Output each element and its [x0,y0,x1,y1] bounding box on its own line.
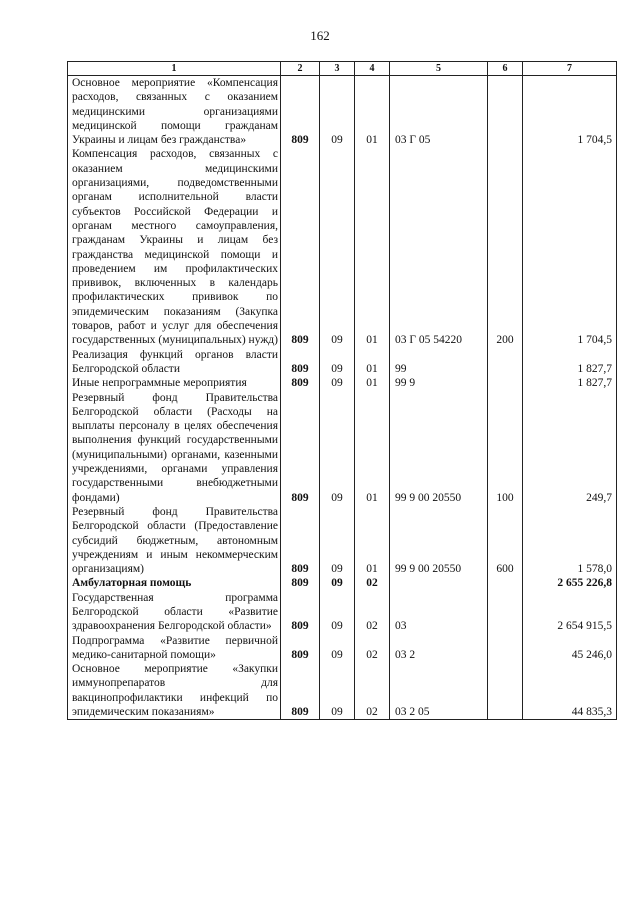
row-expense-type [488,576,523,590]
row-target-article: 03 Г 05 [390,76,488,148]
row-section: 09 [320,376,355,390]
row-section: 09 [320,505,355,576]
row-section: 09 [320,348,355,377]
row-target-article: 99 [390,348,488,377]
row-ministry-code: 809 [281,376,320,390]
row-subsection: 01 [355,505,390,576]
header-col-3: 3 [320,62,355,76]
row-amount: 1 578,0 [523,505,617,576]
row-expense-type [488,634,523,663]
row-amount: 45 246,0 [523,634,617,663]
header-col-7: 7 [523,62,617,76]
header-col-2: 2 [281,62,320,76]
row-expense-type [488,376,523,390]
row-section: 09 [320,391,355,505]
table-row [68,634,617,663]
row-name: Основное мероприятие «Закупки иммунопрепаратов для вакцинопрофилактики инфекций по эпидемическим показаниям» [68,662,281,720]
row-ministry-code: 809 [281,634,320,663]
row-name: Подпрограмма «Развитие первичной медико-санитарной помощи» [68,634,281,663]
row-target-article: 03 2 [390,634,488,663]
row-amount: 2 654 915,5 [523,591,617,634]
row-amount: 249,7 [523,391,617,505]
budget-table-container [67,61,616,720]
row-expense-type [488,348,523,377]
row-amount: 1 827,7 [523,348,617,377]
row-name: Реализация функций органов власти Белгородской области [68,348,281,377]
row-subsection: 01 [355,348,390,377]
table-row [68,662,617,720]
row-ministry-code: 809 [281,348,320,377]
row-section: 09 [320,634,355,663]
table-row [68,391,617,505]
header-col-4: 4 [355,62,390,76]
header-col-6: 6 [488,62,523,76]
row-expense-type [488,662,523,720]
header-col-1: 1 [68,62,281,76]
row-name: Резервный фонд Правительства Белгородской области (Расходы на выплаты персоналу в целях обеспечения выполнения функций государственными (муниципальными) органами, казенными учреждениями, органами управления государственными внебюджетными фондами) [68,391,281,505]
row-name: Государственная программа Белгородской области «Развитие здравоохранения Белгородской области» [68,591,281,634]
row-subsection: 01 [355,147,390,347]
row-subsection: 02 [355,662,390,720]
row-name: Иные непрограммные мероприятия [68,376,281,390]
table-row [68,76,617,148]
row-subsection: 02 [355,576,390,590]
row-target-article: 03 Г 05 54220 [390,147,488,347]
row-ministry-code: 809 [281,391,320,505]
row-subsection: 02 [355,591,390,634]
budget-table [67,61,617,720]
row-ministry-code: 809 [281,147,320,347]
row-section: 09 [320,591,355,634]
row-target-article [390,576,488,590]
row-target-article: 03 2 05 [390,662,488,720]
row-target-article: 03 [390,591,488,634]
table-row [68,505,617,576]
header-row [68,62,617,76]
table-row [68,348,617,377]
row-expense-type [488,76,523,148]
table-row [68,147,617,347]
row-target-article: 99 9 00 20550 [390,391,488,505]
row-name: Основное мероприятие «Компенсация расходов, связанных с оказанием медицинскими организациями медицинской помощи гражданам Украины и лицам без гражданства» [68,76,281,148]
table-body [68,76,617,720]
row-section: 09 [320,662,355,720]
row-ministry-code: 809 [281,505,320,576]
row-subsection: 01 [355,391,390,505]
row-amount: 1 704,5 [523,76,617,148]
row-section: 09 [320,576,355,590]
row-amount: 1 827,7 [523,376,617,390]
row-subsection: 01 [355,76,390,148]
row-name: Резервный фонд Правительства Белгородской области (Предоставление субсидий бюджетным, автономным учреждениям и иным некоммерческим организациям) [68,505,281,576]
table-row [68,376,617,390]
row-expense-type: 200 [488,147,523,347]
row-ministry-code: 809 [281,576,320,590]
row-ministry-code: 809 [281,591,320,634]
row-section: 09 [320,76,355,148]
row-amount: 1 704,5 [523,147,617,347]
row-subsection: 01 [355,376,390,390]
row-amount: 44 835,3 [523,662,617,720]
table-header [68,62,617,76]
row-ministry-code: 809 [281,76,320,148]
row-name: Амбулаторная помощь [68,576,281,590]
row-target-article: 99 9 00 20550 [390,505,488,576]
header-col-5: 5 [390,62,488,76]
row-target-article: 99 9 [390,376,488,390]
row-expense-type [488,591,523,634]
row-name: Компенсация расходов, связанных с оказанием медицинскими организациями, подведомственными органам исполнительной власти субъектов Российской Федерации и органам местного самоуправления, гражданам Украины и лицам без гражданства медицинской помощи и проведением им профилактических прививок, включенных в календарь профилактических прививок по эпидемическим показаниям (Закупка товаров, работ и услуг для обеспечения государственных (муниципальных) нужд) [68,147,281,347]
row-section: 09 [320,147,355,347]
table-row [68,591,617,634]
row-expense-type: 600 [488,505,523,576]
row-expense-type: 100 [488,391,523,505]
row-amount: 2 655 226,8 [523,576,617,590]
row-subsection: 02 [355,634,390,663]
row-ministry-code: 809 [281,662,320,720]
page-number: 162 [310,28,330,43]
table-row [68,576,617,590]
